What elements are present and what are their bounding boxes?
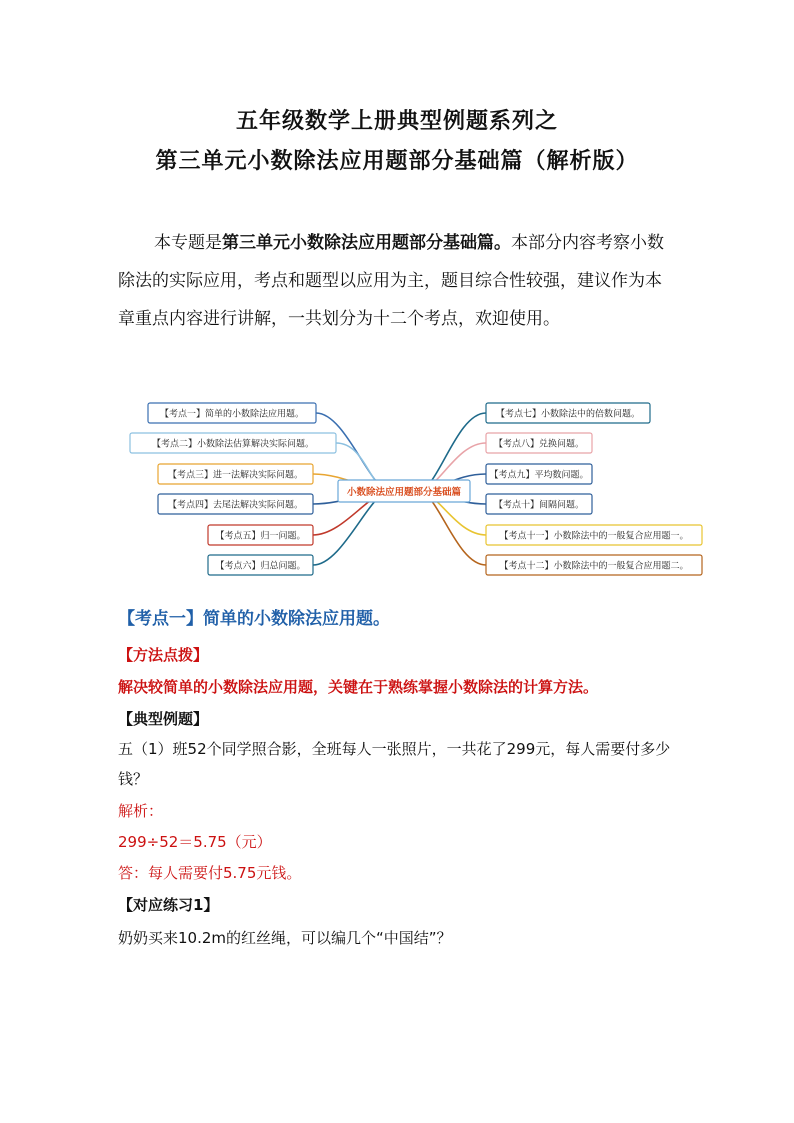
practice-text: 奶奶买来10.2m的红丝绳，可以编几个“中国结”？ xyxy=(118,929,452,947)
right-node-label: 【考点八】兑换问题。 xyxy=(493,439,585,450)
right-node-label: 【考点七】小数除法中的倍数问题。 xyxy=(495,409,641,420)
intro-paragraph xyxy=(118,224,678,338)
center-node-label: 小数除法应用题部分基础篇 xyxy=(346,487,462,498)
example-text: 五（1）班52个同学照合影，全班每人一张照片，一共花了299元，每人需要付多少钱？ xyxy=(118,740,671,788)
method-tag: 【方法点拨】 xyxy=(118,646,209,664)
left-node-label: 【考点六】归总问题。 xyxy=(215,561,306,572)
analysis-label: 解析： xyxy=(118,802,164,820)
right-branch-curve xyxy=(418,413,486,491)
left-node-label: 【考点一】简单的小数除法应用题。 xyxy=(159,409,305,420)
left-node-label: 【考点三】进一法解决实际问题。 xyxy=(167,470,304,481)
right-node-label: 【考点十一】小数除法中的一般复合应用题一。 xyxy=(499,531,689,542)
left-node-label: 【考点五】归一问题。 xyxy=(215,531,306,542)
right-node-label: 【考点九】平均数问题。 xyxy=(489,470,589,481)
left-node-label: 【考点四】去尾法解决实际问题。 xyxy=(167,500,304,511)
example-tag: 【典型例题】 xyxy=(118,710,209,728)
answer-text: 答：每人需要付5.75元钱。 xyxy=(118,864,302,882)
method-text: 解决较简单的小数除法应用题，关键在于熟练掌握小数除法的计算方法。 xyxy=(118,678,599,696)
intro-bold: 第三单元小数除法应用题部分基础篇。 xyxy=(222,233,511,253)
page-title-line2: 第三单元小数除法应用题部分基础篇（解析版） xyxy=(155,149,639,174)
mind-map xyxy=(128,397,708,583)
intro-prefix: 本专题是 xyxy=(154,233,222,253)
section-heading: 【考点一】简单的小数除法应用题。 xyxy=(118,609,390,629)
practice-tag: 【对应练习1】 xyxy=(118,896,219,914)
intro-rest: 本部分内容考察小数除法的实际应用，考点和题型以应用为主，题目综合性较强，建议作为本章重点内容进行讲解，一共划分为十二个考点，欢迎使用。 xyxy=(118,233,664,329)
right-node-label: 【考点十】间隔问题。 xyxy=(493,500,585,511)
left-node-label: 【考点二】小数除法估算解决实际问题。 xyxy=(151,439,315,450)
page-title-line1: 五年级数学上册典型例题系列之 xyxy=(235,109,558,134)
analysis-calc: 299÷52＝5.75（元） xyxy=(118,833,272,851)
right-node-label: 【考点十二】小数除法中的一般复合应用题二。 xyxy=(499,561,689,572)
